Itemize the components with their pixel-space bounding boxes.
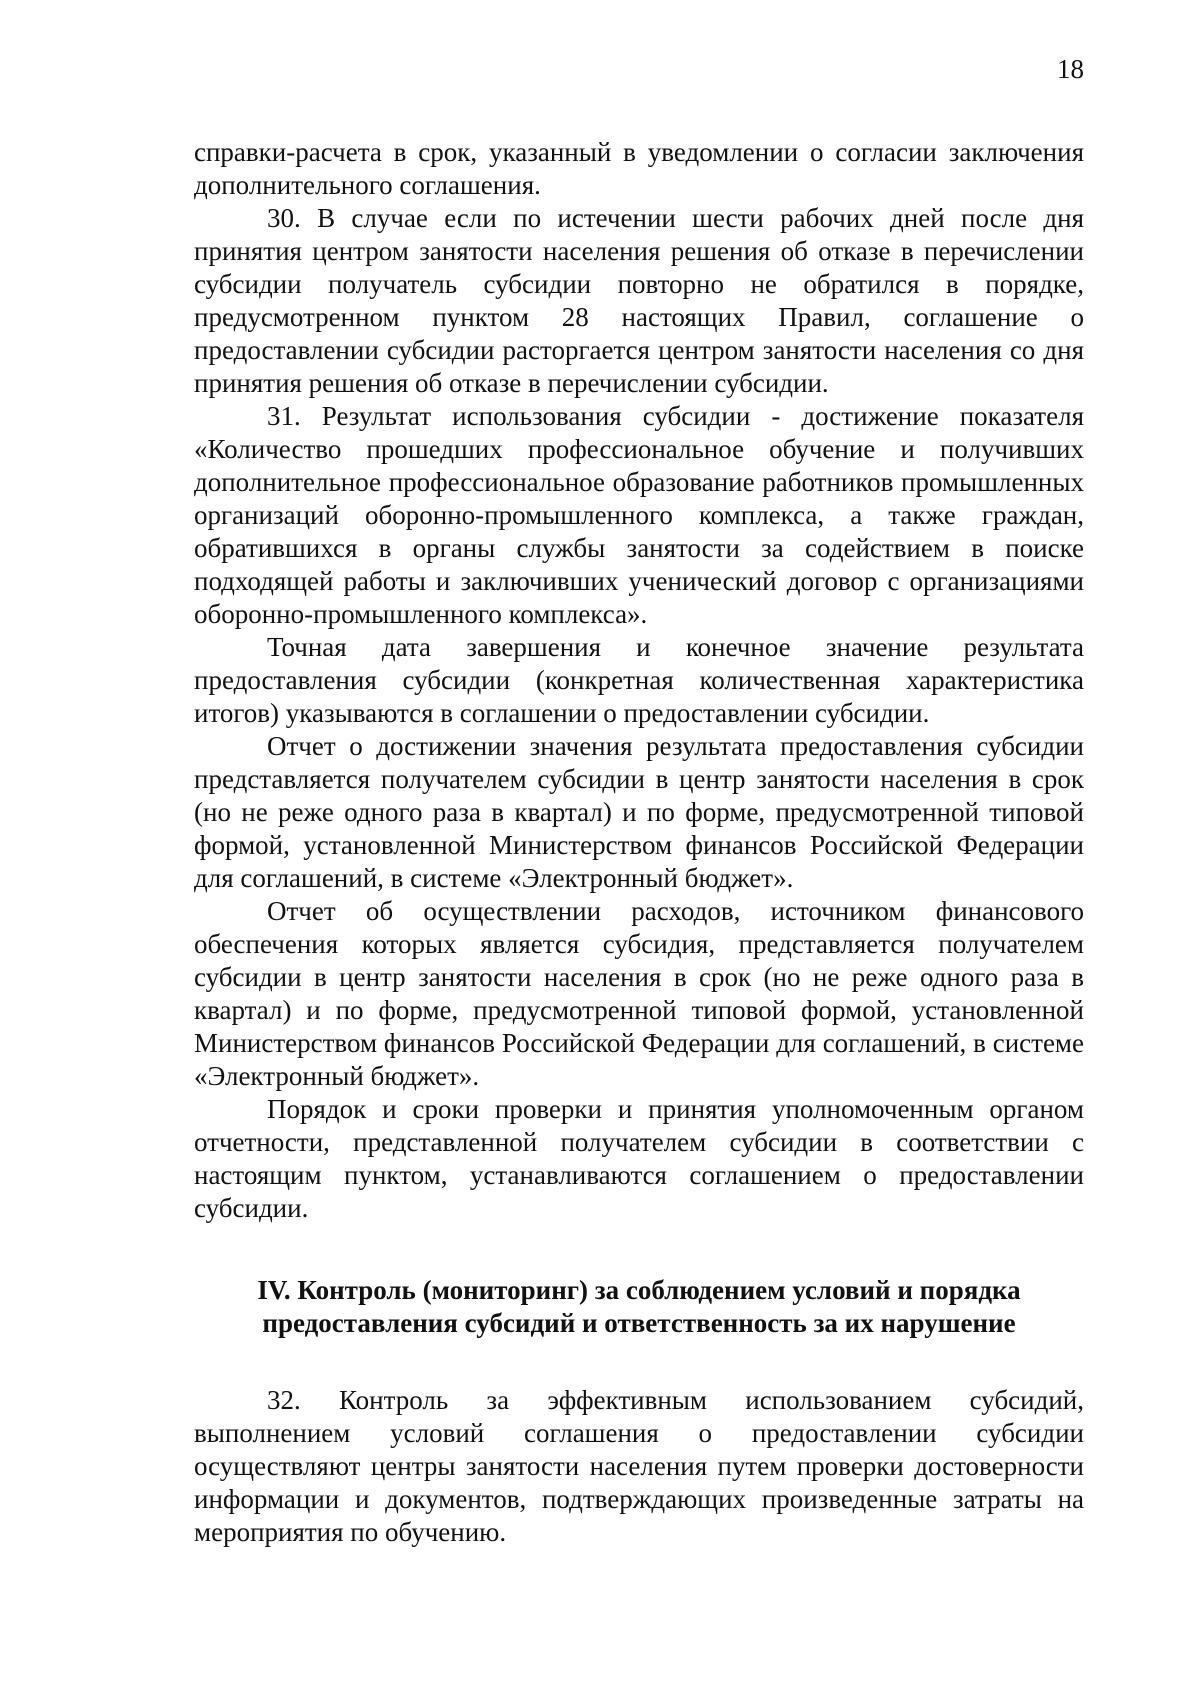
paragraph-report-expenses: Отчет об осуществлении расходов, источником финансового обеспечения которых является субсидия, представляется получателем субсидии в центр занятости населения в срок (но не реже одного раза в квартал) и по форме, предусмотренной типовой формой, установленной Министерством финансов Российской Федерации для соглашений, в системе «Электронный бюджет». (194, 896, 1084, 1091)
paragraph-32: 32. Контроль за эффективным использованием субсидий, выполнением условий соглашения о предоставлении субсидии осуществляют центры занятости населения путем проверки достоверности информации и документов, подтверждающих произведенные затраты на мероприятия по обучению. (194, 1385, 1084, 1547)
paragraph-30: 30. В случае если по истечении шести рабочих дней после дня принятия центром занятости населения решения об отказе в перечислении субсидии получатель субсидии повторно не обратился в порядке, предусмотренном пунктом 28 настоящих Правил, соглашение о предоставлении субсидии расторгается центром занятости населения со дня принятия решения об отказе в перечислении субсидии. (194, 203, 1084, 398)
paragraph-continuation: справки-расчета в срок, указанный в уведомлении о согласии заключения дополнительного соглашения. (194, 137, 1084, 200)
paragraph-result-date: Точная дата завершения и конечное значение результата предоставления субсидии (конкретная количественная характеристика итогов) указываются в соглашении о предоставлении субсидии. (194, 632, 1084, 728)
section-heading (194, 1274, 1084, 1340)
paragraph-31: 31. Результат использования субсидии - достижение показателя «Количество прошедших профессиональное обучение и получивших дополнительное профессиональное образование работников промышленных организаций оборонно-промышленного комплекса, а также граждан, обратившихся в органы службы занятости за содействием в поиске подходящей работы и заключивших ученический договор с организациями оборонно-промышленного комплекса». (194, 401, 1084, 629)
paragraph-report-result: Отчет о достижении значения результата предоставления субсидии представляется получателем субсидии в центр занятости населения в срок (но не реже одного раза в квартал) и по форме, предусмотренной типовой формой, установленной Министерством финансов Российской Федерации для соглашений, в системе «Электронный бюджет». (194, 731, 1084, 893)
section-heading-line-2: предоставления субсидий и ответственность за их нарушение (262, 1308, 1016, 1338)
paragraph-procedure: Порядок и сроки проверки и принятия уполномоченным органом отчетности, представленной получателем субсидии в соответствии с настоящим пунктом, устанавливаются соглашением о предоставлении субсидии. (194, 1094, 1084, 1223)
page-number: 18 (1057, 54, 1084, 84)
section-heading-line-1: IV. Контроль (мониторинг) за соблюдением условий и порядка (257, 1275, 1021, 1305)
document-body (194, 136, 1084, 1549)
